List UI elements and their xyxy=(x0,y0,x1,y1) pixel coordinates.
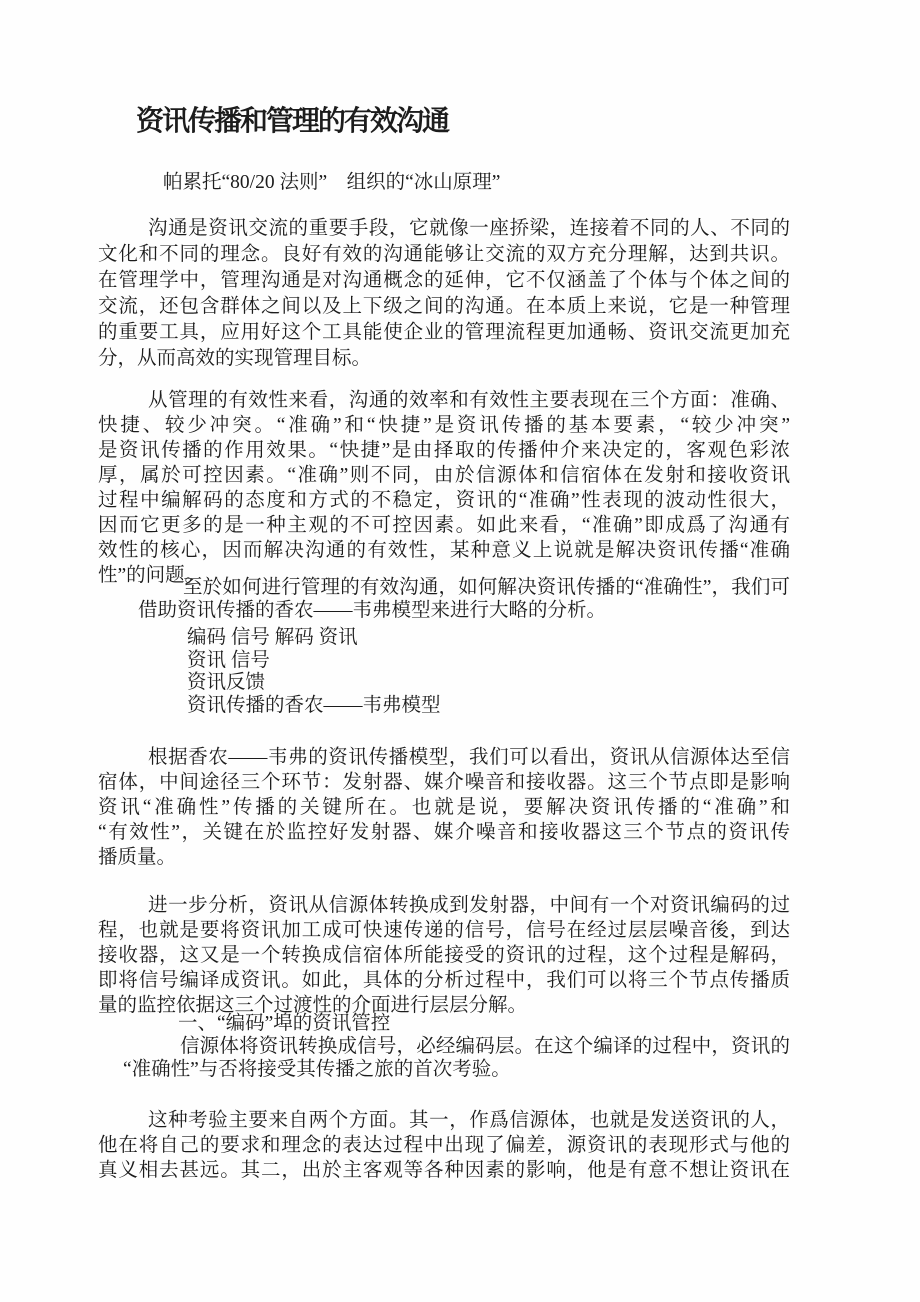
paragraph-communication-intro xyxy=(98,216,790,372)
text-line: 量的监控依据这三个过渡性的介面进行层层分解。 xyxy=(98,995,528,1016)
text-line: 过程中编解码的态度和方式的不稳定，资讯的“准确”性表现的波动性很大， xyxy=(98,490,790,511)
paragraph-shannon-weaver-intro xyxy=(138,577,790,622)
text-line: 交流，还包含群体之间以及上下级之间的沟通。在本质上来说，它是一种管理 xyxy=(98,296,790,317)
paragraph-effectiveness xyxy=(98,388,790,588)
text-line: 进一步分析，资讯从信源体转换成到发射器，中间有一个对资讯编码的过 xyxy=(148,895,790,916)
text-line: 在管理学中，管理沟通是对沟通概念的延伸，它不仅涵盖了个体与个体之间的 xyxy=(98,270,790,291)
paragraph-model-analysis xyxy=(98,745,790,870)
paragraph-further-analysis xyxy=(98,893,790,1018)
text-line: 因而它更多的是一种主观的不可控因素。如此来看，“准确”即成爲了沟通有 xyxy=(98,515,790,536)
text-line: 他在将自己的要求和理念的表达过程中出现了偏差，源资讯的表现形式与他的 xyxy=(98,1135,790,1156)
text-line: 信源体将资讯转换成信号，必经编码层。在这个编译的过程中，资讯的 xyxy=(180,1036,790,1057)
text-line: “有效性”，关键在於监控好发射器、媒介噪音和接收器这三个节点的资讯传 xyxy=(98,822,790,843)
text-line: 效性的核心，因而解决沟通的有效性，某种意义上说就是解决资讯传播“准确 xyxy=(98,540,790,561)
text-line: 厚，属於可控因素。“准确”则不同，由於信源体和信宿体在发射和接收资讯 xyxy=(98,465,790,486)
text-line: 资讯“准确性”传播的关键所在。也就是说，要解决资讯传播的“准确”和 xyxy=(98,797,790,818)
text-line: 沟通是资讯交流的重要手段，它就像一座挢梁，连接着不同的人、不同的 xyxy=(148,218,790,239)
text-line: 一、“编码”埠的资讯管控 xyxy=(178,1013,391,1034)
text-line: 编码 信号 解码 资讯 xyxy=(187,627,358,648)
paragraph-two-tests xyxy=(98,1108,790,1183)
text-line: 即将信号编译成资讯。如此，具体的分析过程中，我们可以将三个节点传播质 xyxy=(98,970,790,991)
text-line: 这种考验主要来自两个方面。其一，作爲信源体，也就是发送资讯的人， xyxy=(148,1110,790,1131)
paragraph-encoding-control xyxy=(123,1035,790,1081)
text-line: “准确性”与否将接受其传播之旅的首次考验。 xyxy=(123,1059,511,1080)
text-line: 的重要工具，应用好这个工具能使企业的管理流程更加通畅、资讯交流更加充 xyxy=(98,322,790,343)
text-line: 资讯 信号 xyxy=(187,649,270,671)
document-title: 资讯传播和管理的有效沟通 xyxy=(136,106,449,137)
model-diagram-text-lines xyxy=(187,627,790,717)
text-line: 程，也就是要将资讯加工成可快速传递的信号，信号在经过层层噪音後，到达 xyxy=(98,920,790,941)
text-line: 真义相去甚远。其二，出於主客观等各种因素的影响，他是有意不想让资讯在 xyxy=(98,1160,790,1181)
text-line: 根据香农——韦弗的资讯传播模型，我们可以看出，资讯从信源体达至信 xyxy=(148,747,790,768)
text-line: 借助资讯传播的香农——韦弗模型来进行大略的分析。 xyxy=(138,599,607,621)
text-line: 分，从而高效的实现管理目标。 xyxy=(98,348,372,369)
text-line: 宿体，中间途径三个环节：发射器、媒介噪音和接收器。这三个节点即是影响 xyxy=(98,772,790,793)
text-line: 快捷、较少冲突。“准确”和“快捷”是资讯传播的基本要素，“较少冲突” xyxy=(98,415,790,436)
text-line: 至於如何进行管理的有效沟通，如何解决资讯传播的“准确性”，我们可 xyxy=(183,577,790,598)
document-subtitle: 帕累托“80/20 法则” 组织的“冰山原理” xyxy=(163,172,501,193)
text-line: 资讯反馈 xyxy=(187,672,266,693)
text-line: 文化和不同的理念。良好有效的沟通能够让交流的双方充分理解，达到共识。 xyxy=(98,244,790,265)
text-line: 是资讯传播的作用效果。“快捷”是由择取的传播仲介来决定的，客观色彩浓 xyxy=(98,440,790,461)
text-line: 接收器，这又是一个转换成信宿体所能接受的资讯的过程，这个过程是解码， xyxy=(98,945,790,966)
text-line: 资讯传播的香农——韦弗模型 xyxy=(187,694,441,716)
section-heading-encoding xyxy=(178,1012,790,1035)
text-line: 性”的问题。 xyxy=(98,565,205,586)
text-line: 播质量。 xyxy=(98,847,177,868)
text-line: 从管理的有效性来看，沟通的效率和有效性主要表现在三个方面：准确、 xyxy=(148,390,790,411)
